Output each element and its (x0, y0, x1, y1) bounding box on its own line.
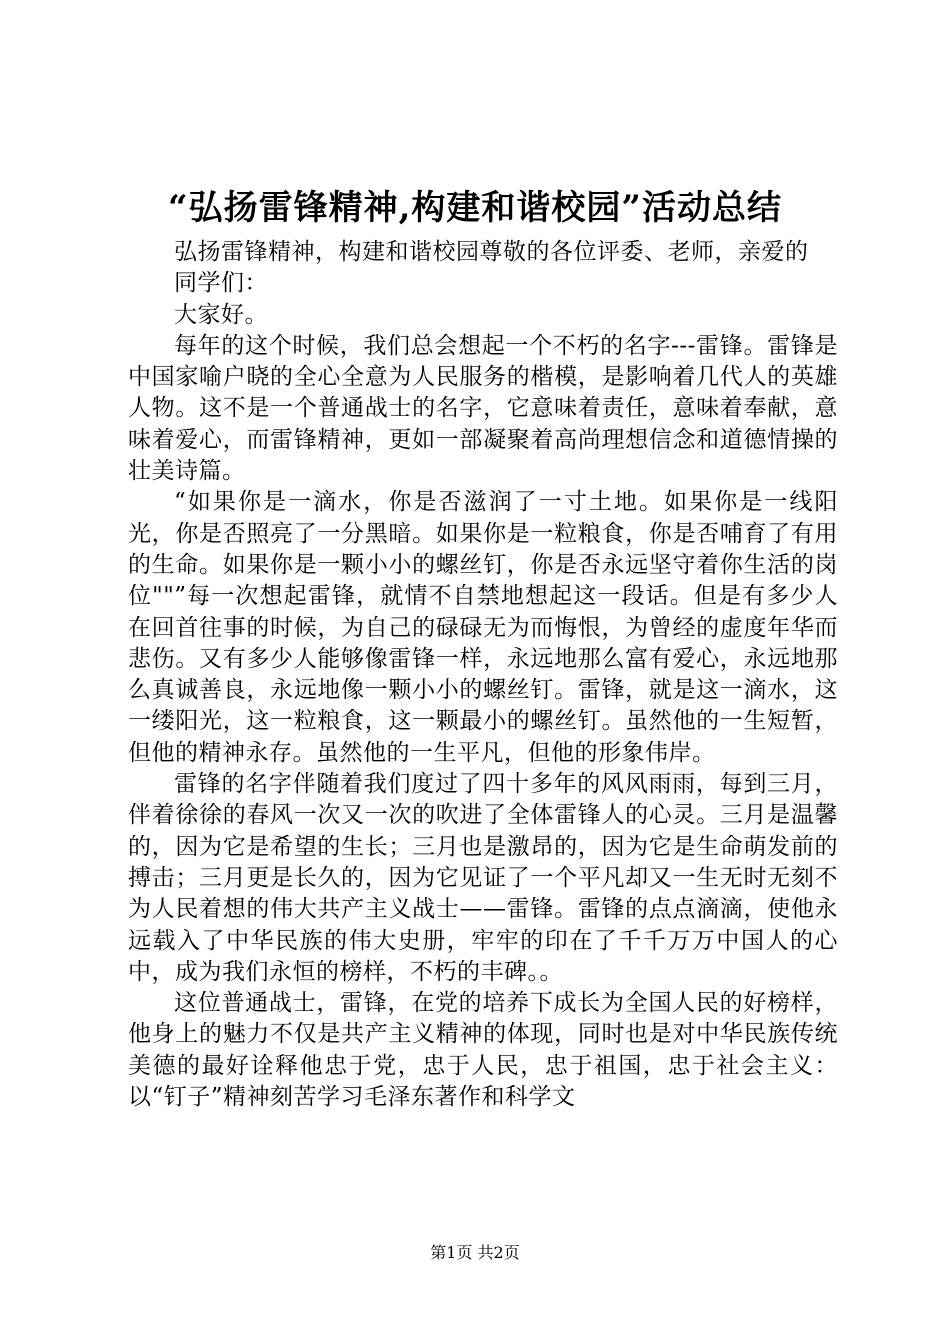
document-body (128, 237, 838, 1113)
document-title: “弘扬雷锋精神,构建和谐校园”活动总结 (168, 188, 782, 228)
page-footer: 第1页 共2页 (430, 1243, 520, 1262)
paragraph-greeting: 大家好。 (174, 301, 268, 328)
paragraph-salutation: 弘扬雷锋精神，构建和谐校园尊敬的各位评委、老师，亲爱的 (174, 239, 809, 265)
paragraph-classmates: 同学们： (174, 270, 268, 297)
paragraph-body-2: “如果你是一滴水，你是否滋润了一寸土地。如果你是一线阳光，你是否照亮了一分黑暗。如果你是一粒粮食，你是否哺育了有用的生命。如果你是一颗小小的螺丝钉，你是否永远坚守着你生活的岗位""”每一次想起雷锋，就情不自禁地想起这一段话。但是有多少人在回首往事的时候，为自己的碌碌无为而悔恨，为曾经的虚度年华而悲伤。又有多少人能够像雷锋一样，永远地那么富有爱心，永远地那么真诚善良，永远地像一颗小小的螺丝钉。雷锋，就是这一滴水，这一缕阳光，这一粒粮食，这一颗最小的螺丝钉。虽然他的一生短暂，但他的精神永存。虽然他的一生平凡，但他的形象伟岸。 (128, 489, 838, 766)
paragraph-body-1: 每年的这个时候，我们总会想起一个不朽的名字---雷锋。雷锋是中国家喻户晓的全心全意为人民服务的楷模，是影响着几代人的英雄人物。这不是一个普通战士的名字，它意味着责任，意味着奉献，意味着爱心，而雷锋精神，更如一部凝聚着高尚理想信念和道德情操的壮美诗篇。 (128, 332, 838, 485)
paragraph-body-4: 这位普通战士，雷锋，在党的培养下成长为全国人民的好榜样，他身上的魅力不仅是共产主义精神的体现，同时也是对中华民族传统美德的最好诠释他忠于党，忠于人民，忠于祖国，忠于社会主义：以“钉子”精神刻苦学习毛泽东著作和科学文 (128, 990, 838, 1111)
paragraph-body-3: 雷锋的名字伴随着我们度过了四十多年的风风雨雨，每到三月，伴着徐徐的春风一次又一次的吹进了全体雷锋人的心灵。三月是温馨的，因为它是希望的生长；三月也是激昂的，因为它是生命萌发前的搏击；三月更是长久的，因为它见证了一个平凡却又一生无时无刻不为人民着想的伟大共产主义战士——雷锋。雷锋的点点滴滴，使他永远载入了中华民族的伟大史册，牢牢的印在了千千万万中国人的心中，成为我们永恒的榜样，不朽的丰碑。。 (128, 771, 838, 985)
